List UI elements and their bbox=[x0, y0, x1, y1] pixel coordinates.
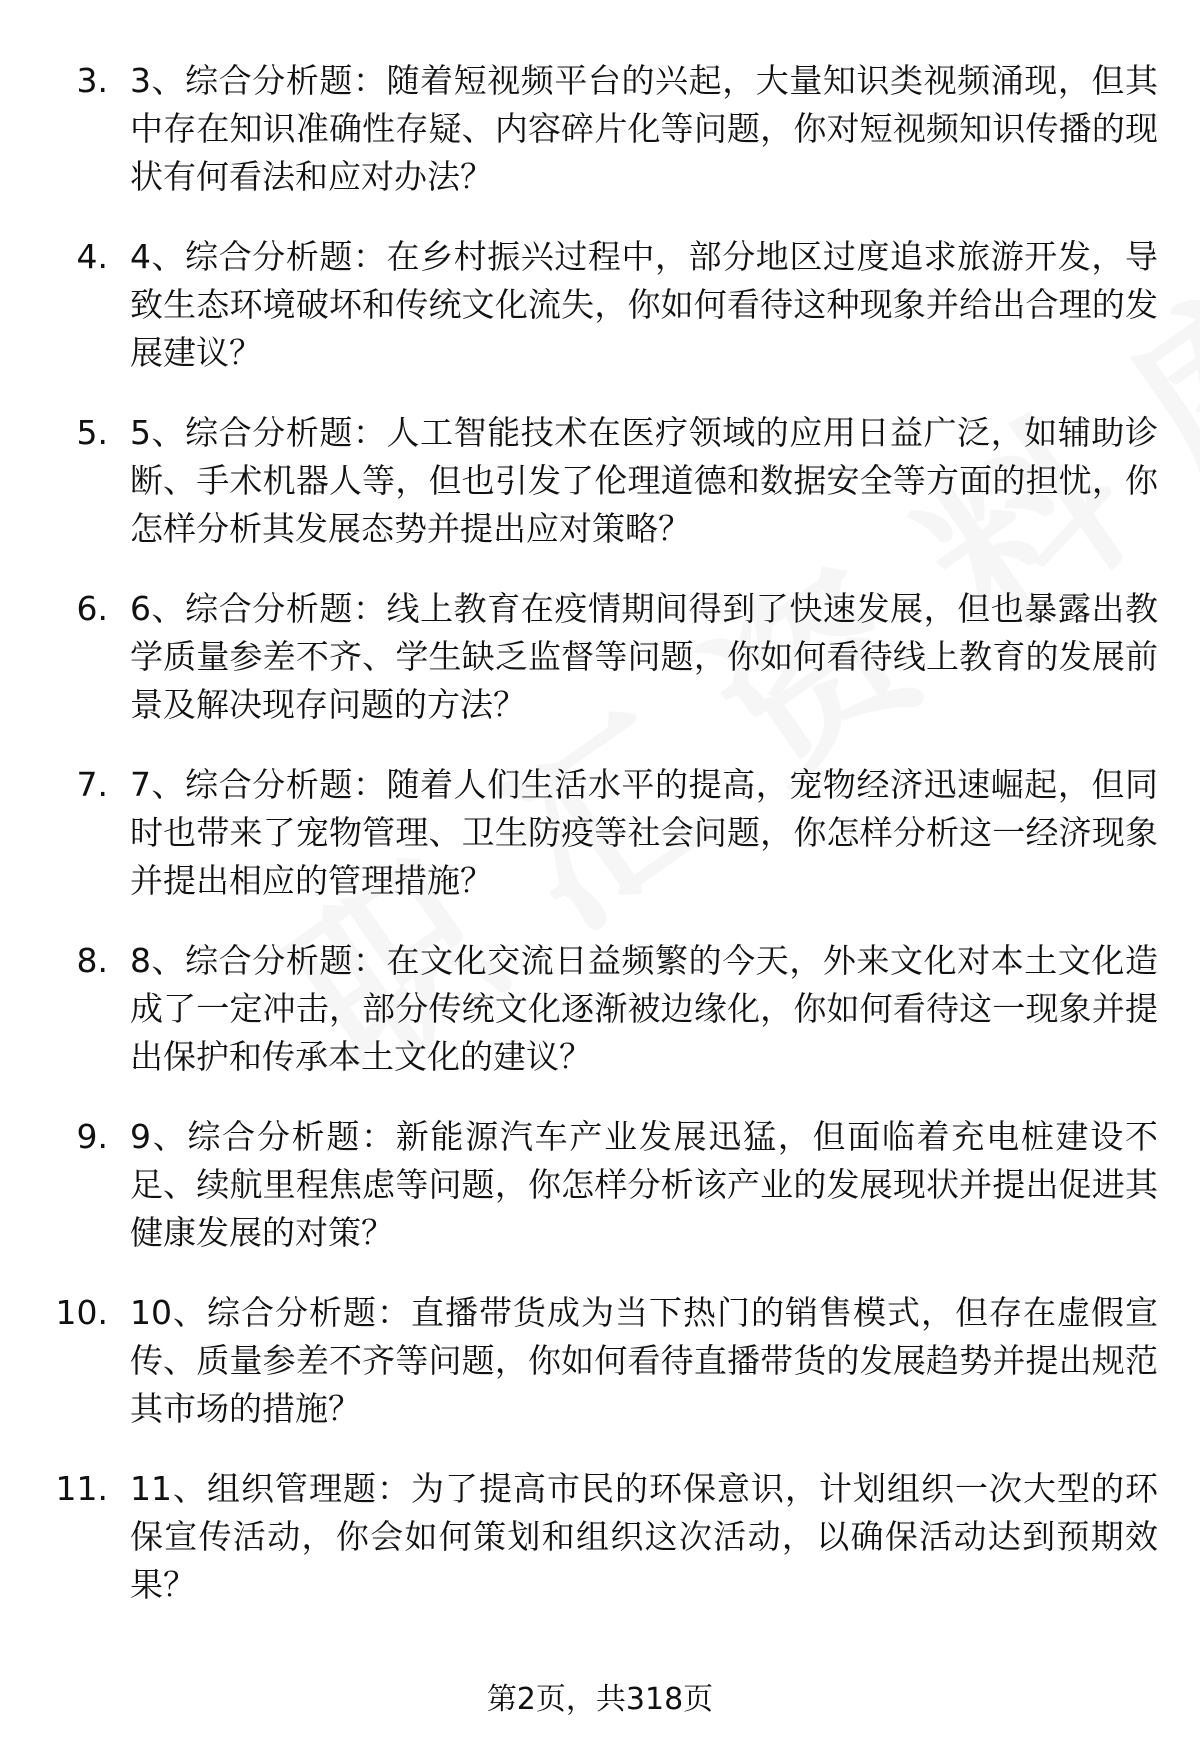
question-number: 4. bbox=[76, 237, 108, 276]
question-item bbox=[0, 585, 1200, 729]
question-number: 9. bbox=[76, 1117, 108, 1156]
question-text: 10、综合分析题：直播带货成为当下热门的销售模式，但存在虚假宣传、质量参差不齐等问题，你如何看待直播带货的发展趋势并提出规范其市场的措施？ bbox=[130, 1293, 1158, 1428]
question-text: 7、综合分析题：随着人们生活水平的提高，宠物经济迅速崛起，但同时也带来了宠物管理、卫生防疫等社会问题，你怎样分析这一经济现象并提出相应的管理措施？ bbox=[130, 765, 1158, 900]
page-footer bbox=[0, 1680, 1200, 1720]
question-text: 5、综合分析题：人工智能技术在医疗领域的应用日益广泛，如辅助诊断、手术机器人等，但也引发了伦理道德和数据安全等方面的担忧，你怎样分析其发展态势并提出应对策略？ bbox=[130, 413, 1158, 548]
question-item bbox=[0, 409, 1200, 553]
question-item bbox=[0, 233, 1200, 377]
question-number: 7. bbox=[76, 765, 108, 804]
question-number: 8. bbox=[76, 941, 108, 980]
question-item bbox=[0, 1465, 1200, 1609]
question-item bbox=[0, 761, 1200, 905]
question-text: 11、组织管理题：为了提高市民的环保意识，计划组织一次大型的环保宣传活动，你会如何策划和组织这次活动，以确保活动达到预期效果？ bbox=[130, 1469, 1158, 1604]
question-item bbox=[0, 57, 1200, 201]
question-text: 6、综合分析题：线上教育在疫情期间得到了快速发展，但也暴露出教学质量参差不齐、学生缺乏监督等问题，你如何看待线上教育的发展前景及解决现存问题的方法？ bbox=[130, 589, 1158, 724]
question-number: 6. bbox=[76, 589, 108, 628]
question-item bbox=[0, 1113, 1200, 1257]
question-list bbox=[0, 57, 1200, 1641]
question-text: 3、综合分析题：随着短视频平台的兴起，大量知识类视频涌现，但其中存在知识准确性存疑、内容碎片化等问题，你对短视频知识传播的现状有何看法和应对办法？ bbox=[130, 61, 1158, 196]
question-text: 4、综合分析题：在乡村振兴过程中，部分地区过度追求旅游开发，导致生态环境破坏和传统文化流失，你如何看待这种现象并给出合理的发展建议？ bbox=[130, 237, 1158, 372]
question-number: 10. bbox=[55, 1293, 108, 1332]
question-text: 8、综合分析题：在文化交流日益频繁的今天，外来文化对本土文化造成了一定冲击，部分传统文化逐渐被边缘化，你如何看待这一现象并提出保护和传承本土文化的建议？ bbox=[130, 941, 1158, 1076]
question-text: 9、综合分析题：新能源汽车产业发展迅猛，但面临着充电桩建设不足、续航里程焦虑等问题，你怎样分析该产业的发展现状并提出促进其健康发展的对策？ bbox=[130, 1117, 1158, 1252]
question-number: 11. bbox=[55, 1469, 108, 1508]
question-item bbox=[0, 937, 1200, 1081]
page-indicator: 第2页，共318页 bbox=[486, 1682, 714, 1717]
question-number: 5. bbox=[76, 413, 108, 452]
question-number: 3. bbox=[76, 61, 108, 100]
question-item bbox=[0, 1289, 1200, 1433]
